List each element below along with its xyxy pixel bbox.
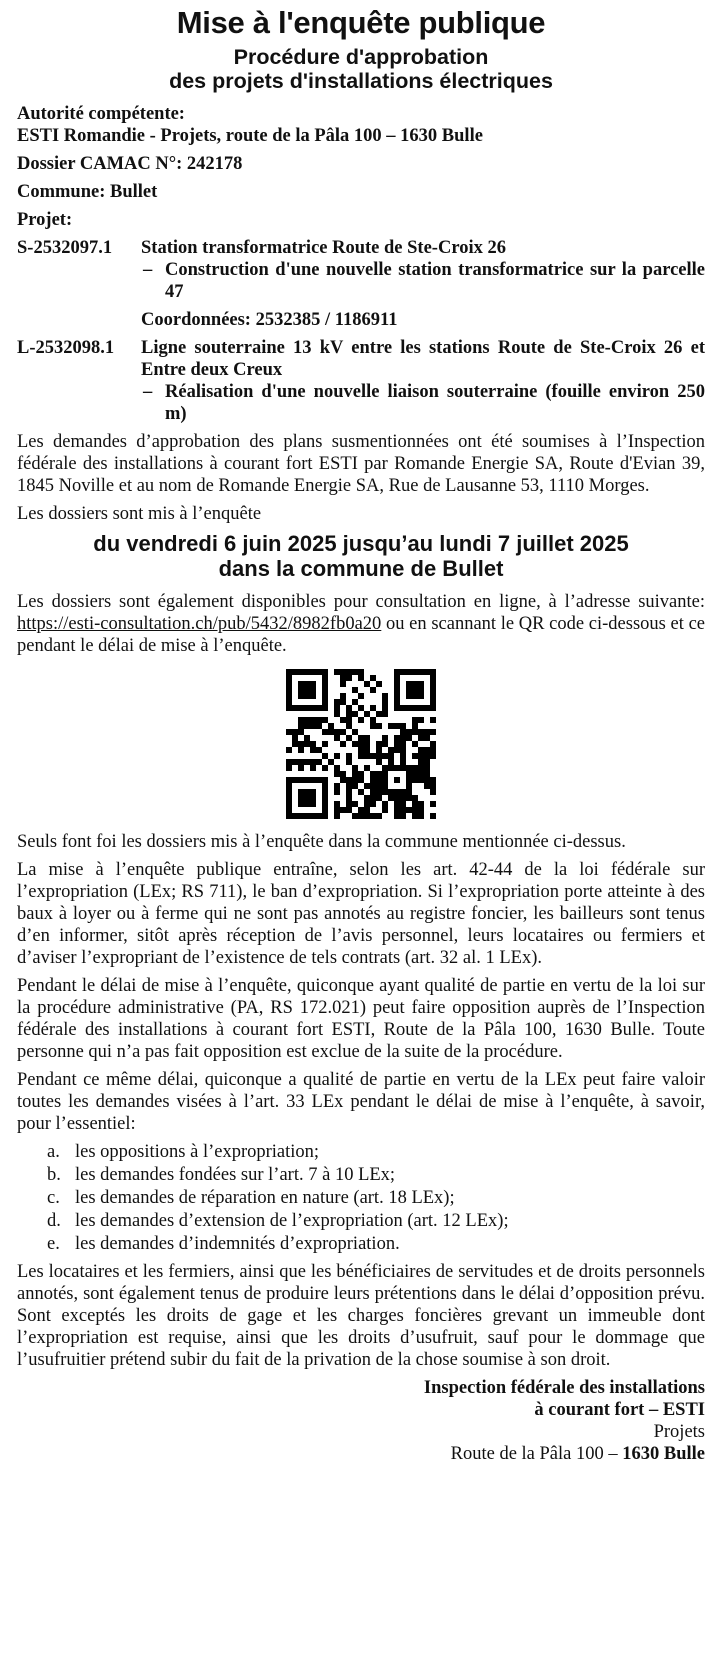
list-item — [47, 1210, 705, 1232]
paragraph-official-files: Seuls font foi les dossiers mis à l’enquête dans la commune mentionnée ci-dessus. — [17, 832, 626, 852]
list-marker: a. — [47, 1142, 60, 1162]
authority-block — [17, 103, 705, 147]
claims-list — [17, 1141, 705, 1255]
project-label: Projet: — [17, 210, 73, 230]
list-item — [47, 1233, 705, 1255]
project-code: S-2532097.1 — [17, 238, 113, 258]
project-title: Station transformatrice Route de Ste-Croix 26 — [141, 238, 506, 258]
project-detail: Construction d'une nouvelle station transformatrice sur la parcelle 47 — [165, 260, 705, 302]
signature-address: Route de la Pâla 100 – — [450, 1444, 623, 1464]
consultation-link[interactable]: https://esti-consultation.ch/pub/5432/8982fb0a20 — [17, 614, 382, 634]
signature-line-4 — [17, 1443, 705, 1465]
signature-line-1: Inspection fédérale des installations — [423, 1378, 705, 1398]
paragraph-claims: Pendant ce même délai, quiconque a qualité de partie en vertu de la LEx peut faire valoir toutes les demandes visées à l’art. 33 LEx pendant le délai de mise à l’enquête, à savoir, pour l’essentiel: — [17, 1070, 705, 1134]
subtitle-line-1: Procédure d'approbation — [233, 45, 489, 69]
online-text-after: ou en scannant le QR code ci-dessous et ce pendant le délai de mise à l’enquête. — [17, 614, 705, 656]
dossier-number: Dossier CAMAC N°: 242178 — [17, 154, 243, 174]
online-text-before: Les dossiers sont également disponibles pour consultation en ligne, à l’adresse suivante: — [17, 592, 705, 612]
online-paragraph — [17, 591, 705, 657]
project-title: Ligne souterraine 13 kV entre les stations Route de Ste-Croix 26 et Entre deux Creux — [141, 338, 705, 380]
list-text: les demandes d’extension de l’expropriation (art. 12 LEx); — [75, 1211, 509, 1231]
project-item — [17, 237, 705, 331]
list-item — [47, 1164, 705, 1186]
paragraph-expropriation-ban: La mise à l’enquête publique entraîne, selon les art. 42-44 de la loi fédérale sur l’expropriation (LEx; RS 711), le ban d’expropriation. Si l’expropriation porte atteinte à des baux à loyer ou à ferme qui ne sont pas annotés au registre foncier, les bailleurs sont tenus d’en informer, sitôt après réception de l’avis personnel, leurs locataires ou fermiers et d’aviser l’expropriant de l’existence de tels contrats (art. 32 al. 1 LEx). — [17, 860, 705, 968]
signature-block — [17, 1377, 705, 1465]
list-marker: e. — [47, 1234, 60, 1254]
project-code: L-2532098.1 — [17, 338, 115, 358]
project-coordinates: Coordonnées: 2532385 / 1186911 — [141, 310, 398, 330]
commune-name: Commune: Bullet — [17, 182, 158, 202]
subtitle-line-2: des projets d'installations électriques — [169, 69, 553, 93]
list-item — [47, 1141, 705, 1163]
list-text: les demandes fondées sur l’art. 7 à 10 LEx; — [75, 1165, 396, 1185]
list-marker: b. — [47, 1165, 61, 1185]
list-text: les demandes de réparation en nature (art. 18 LEx); — [75, 1188, 455, 1208]
project-detail: Réalisation d'une nouvelle liaison souterraine (fouille environ 250 m) — [165, 382, 705, 424]
list-text: les demandes d’indemnités d’expropriation. — [75, 1234, 400, 1254]
signature-line-2: à courant fort – ESTI — [534, 1400, 705, 1420]
paragraph-opposition: Pendant le délai de mise à l’enquête, quiconque ayant qualité de partie en vertu de la loi sur la procédure administrative (PA, RS 172.021) peut faire opposition auprès de l’Inspection fédérale des installations à courant fort ESTI, Route de la Pâla 100, 1630 Bulle. Toute personne qui n’a pas fait opposition est exclue de la suite de la procédure. — [17, 976, 705, 1062]
list-item — [47, 1187, 705, 1209]
project-dash: – — [143, 260, 153, 280]
list-text: les oppositions à l’expropriation; — [75, 1142, 320, 1162]
period-line-1: du vendredi 6 juin 2025 jusqu’au lundi 7 juillet 2025 — [93, 531, 629, 556]
period-line-2: dans la commune de Bullet — [218, 556, 504, 581]
page-subtitle — [17, 45, 705, 93]
qr-code-container — [17, 669, 705, 819]
signature-postcode-city: 1630 Bulle — [622, 1444, 705, 1464]
dossiers-line: Les dossiers sont mis à l’enquête — [17, 504, 262, 524]
list-marker: d. — [47, 1211, 61, 1231]
signature-line-3: Projets — [653, 1422, 705, 1442]
enquiry-period — [17, 531, 705, 581]
page-title: Mise à l'enquête publique — [176, 5, 546, 40]
authority-label: Autorité compétente: — [17, 104, 185, 124]
list-marker: c. — [47, 1188, 60, 1208]
project-dash: – — [143, 382, 153, 402]
authority-value: ESTI Romandie - Projets, route de la Pâla 100 – 1630 Bulle — [17, 126, 483, 146]
qr-code-icon[interactable] — [286, 669, 436, 819]
intro-paragraph: Les demandes d’approbation des plans susmentionnées ont été soumises à l’Inspection fédérale des installations à courant fort ESTI par Romande Energie SA, Route d'Evian 39, 1845 Noville et au nom de Romande Energie SA, Rue de Lausanne 53, 1110 Morges. — [17, 432, 705, 496]
project-item — [17, 337, 705, 425]
paragraph-tenants: Les locataires et les fermiers, ainsi que les bénéficiaires de servitudes et de droits personnels annotés, sont également tenus de produire leurs prétentions dans le délai d’opposition prévu. Sont exceptés les droits de gage et les charges foncières grevant un immeuble dont l’expropriation est requise, ainsi que les droits d’usufruit, sauf pour le dommage que l’usufruitier prétend subir du fait de la privation de la chose soumise à son droit. — [17, 1262, 705, 1370]
